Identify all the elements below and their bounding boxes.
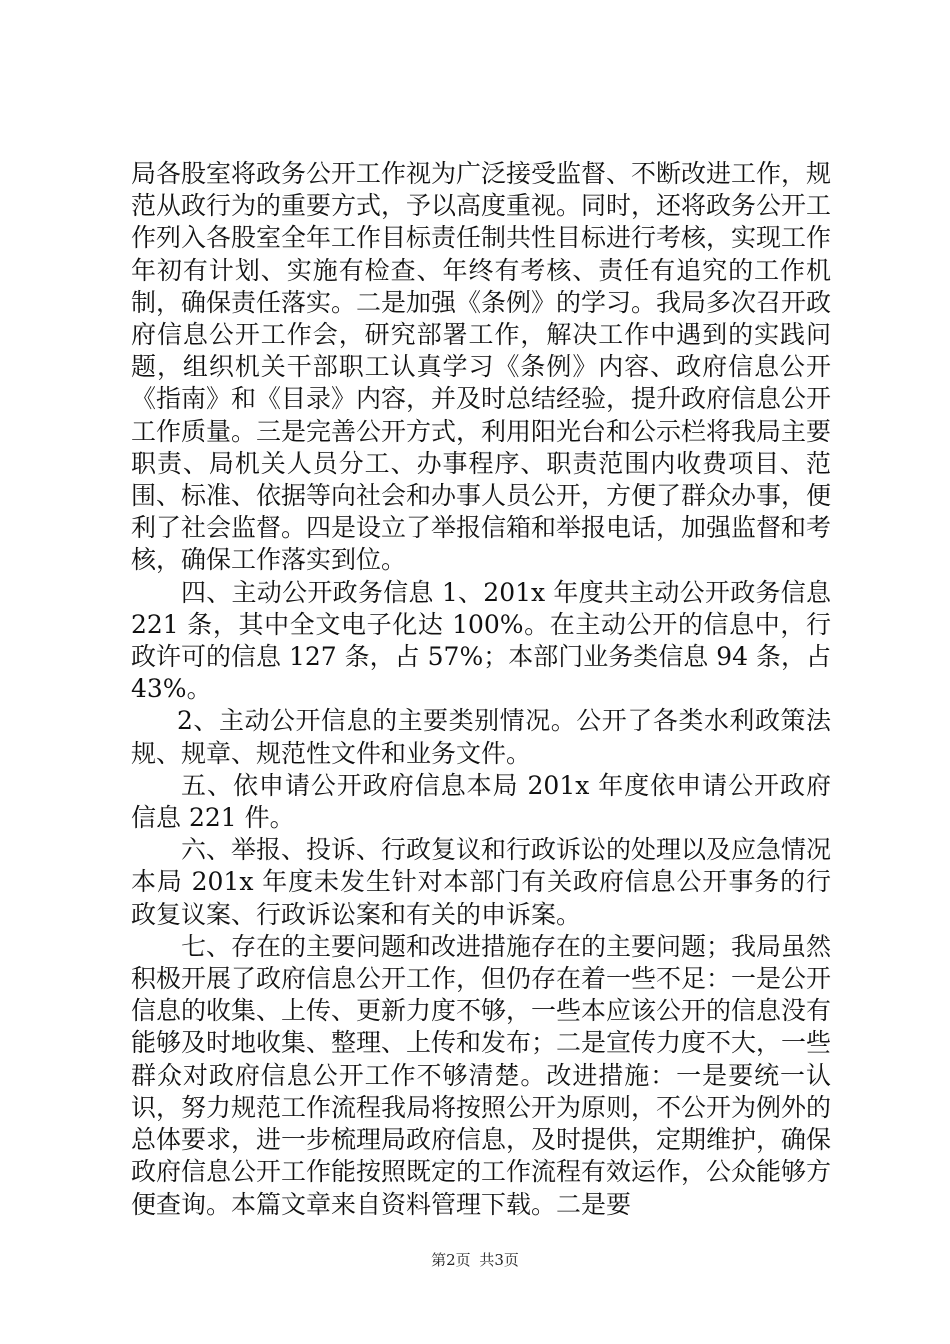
paragraph-section-6: 六、举报、投诉、行政复议和行政诉讼的处理以及应急情况本局 201x 年度未发生针对本部门有关政府信息公开事务的行政复议案、行政诉讼案和有关的申诉案。 [131, 835, 832, 929]
page-number: 第2页 [431, 1251, 471, 1269]
page-footer [0, 1249, 950, 1270]
page-total: 共3页 [479, 1251, 519, 1269]
paragraph-section-7: 七、存在的主要问题和改进措施存在的主要问题；我局虽然积极开展了政府信息公开工作，但仍存在着一些不足：一是公开信息的收集、上传、更新力度不够，一些本应该公开的信息没有能够及时地收集、整理、上传和发布；二是宣传力度不大，一些群众对政府信息公开工作不够清楚。改进措施：一是要统一认识，努力规范工作流程我局将按照公开为原则，不公开为例外的总体要求，进一步梳理局政府信息，及时提供，定期维护，确保政府信息公开工作能按照既定的工作流程有效运作，公众能够方便查询。本篇文章来自资料管理下载。二是要 [131, 931, 832, 1219]
document-body [131, 158, 831, 1221]
paragraph-section-4-item-2: 2、主动公开信息的主要类别情况。公开了各类水利政策法规、规章、规范性文件和业务文件。 [131, 706, 831, 768]
paragraph-section-5: 五、依申请公开政府信息本局 201x 年度依申请公开政府信息 221 件。 [131, 770, 831, 833]
paragraph-continuation: 局各股室将政务公开工作视为广泛接受监督、不断改进工作，规范从政行为的重要方式，予以高度重视。同时，还将政务公开工作列入各股室全年工作目标责任制共性目标进行考核，实现工作年初有计划、实施有检查、年终有考核、责任有追究的工作机制，确保责任落实。二是加强《条例》的学习。我局多次召开政府信息公开工作会，研究部署工作，解决工作中遇到的实践问题，组织机关干部职工认真学习《条例》内容、政府信息公开《指南》和《目录》内容，并及时总结经验，提升政府信息公开工作质量。三是完善公开方式，利用阳光台和公示栏将我局主要职责、局机关人员分工、办事程序、职责范围内收费项目、范围、标准、依据等向社会和办事人员公开，方便了群众办事，便利了社会监督。四是设立了举报信箱和举报电话，加强监督和考核，确保工作落实到位。 [131, 159, 832, 575]
paragraph-section-4: 四、主动公开政务信息 1、201x 年度共主动公开政务信息 221 条，其中全文电子化达 100%。在主动公开的信息中，行政许可的信息 127 条，占 57%；本部门业务类信息 94 条，占 43%。 [131, 577, 831, 704]
